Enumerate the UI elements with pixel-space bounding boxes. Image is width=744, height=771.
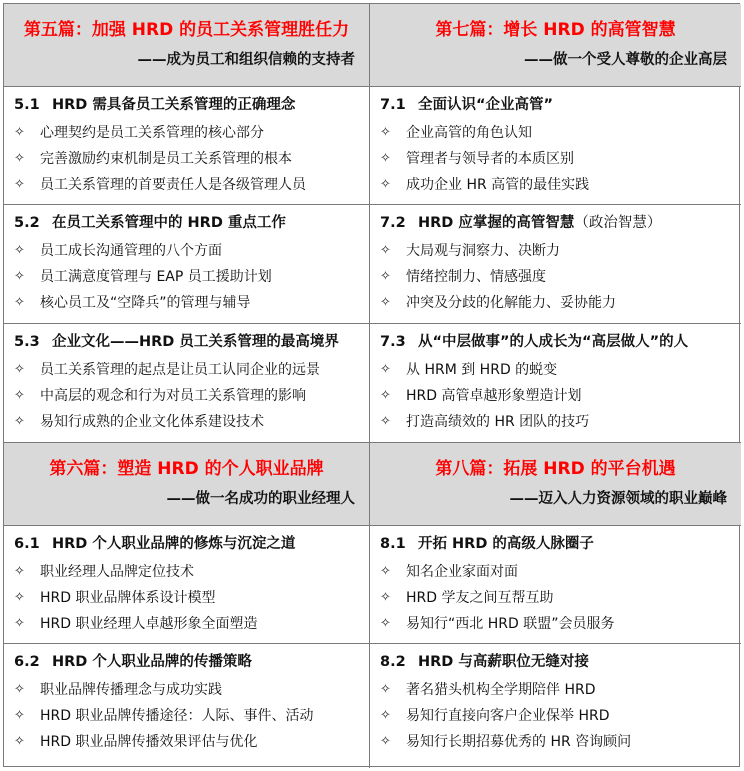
- section-7-2: [370, 205, 741, 324]
- section-heading: HRD 个人职业品牌的修炼与沉淀之道: [52, 536, 296, 552]
- sparkle-bullet-icon: ✧: [380, 243, 391, 258]
- part5-header: [4, 4, 370, 87]
- part6-title: 第六篇：塑造 HRD 的个人职业品牌: [49, 459, 324, 479]
- section-8-2: [370, 644, 741, 768]
- section-title: [380, 652, 735, 672]
- list-item: ✧ 知名企业家面对面: [380, 559, 735, 585]
- section-6-2: [4, 644, 370, 768]
- part8-header: [370, 443, 741, 526]
- list-item: ✧ 员工成长沟通管理的八个方面: [14, 238, 363, 264]
- sparkle-bullet-icon: ✧: [14, 269, 25, 284]
- list-item: ✧ HRD 高管卓越形象塑造计划: [380, 383, 735, 409]
- list-item: ✧ 完善激励约束机制是员工关系管理的根本: [14, 146, 363, 172]
- section-title: [380, 213, 735, 233]
- section-title: [380, 332, 735, 352]
- sparkle-bullet-icon: ✧: [14, 616, 25, 631]
- sparkle-bullet-icon: ✧: [380, 590, 391, 605]
- sparkle-bullet-icon: ✧: [380, 414, 391, 429]
- list-item: ✧ HRD 职业经理人卓越形象全面塑造: [14, 611, 363, 637]
- list-item: ✧ 情绪控制力、情感强度: [380, 264, 735, 290]
- section-heading: HRD 需具备员工关系管理的正确理念: [52, 97, 296, 113]
- sparkle-bullet-icon: ✧: [14, 125, 25, 140]
- part6-subtitle: ——做一名成功的职业经理人: [166, 491, 355, 507]
- section-heading: 从“中层做事”的人成长为“高层做人”的人: [418, 334, 689, 350]
- list-item: ✧ 职业品牌传播理念与成功实践: [14, 677, 363, 703]
- list-item: ✧ 职业经理人品牌定位技术: [14, 559, 363, 585]
- section-title: [14, 213, 363, 233]
- section-number: 6.2: [14, 654, 40, 670]
- section-heading: HRD 个人职业品牌的传播策略: [52, 654, 252, 670]
- part6-header: [4, 443, 370, 526]
- part7-subtitle: ——做一个受人尊敬的企业高层: [524, 52, 727, 68]
- section-heading: HRD 应掌握的高管智慧: [418, 215, 575, 231]
- section-title: [14, 652, 363, 672]
- section-heading: 在员工关系管理中的 HRD 重点工作: [52, 215, 286, 231]
- sparkle-bullet-icon: ✧: [14, 362, 25, 377]
- sparkle-bullet-icon: ✧: [380, 734, 391, 749]
- section-heading: 企业文化——HRD 员工关系管理的最高境界: [52, 334, 339, 350]
- part5-subtitle: ——成为员工和组织信赖的支持者: [137, 52, 355, 68]
- part7-header: [370, 4, 741, 87]
- sparkle-bullet-icon: ✧: [380, 295, 391, 310]
- section-number: 6.1: [14, 536, 40, 552]
- section-title: [380, 534, 735, 554]
- part7-title: 第七篇：增长 HRD 的高管智慧: [435, 20, 676, 40]
- section-number: 7.3: [380, 334, 406, 350]
- section-heading-suffix: （政治智慧）: [574, 215, 662, 231]
- sparkle-bullet-icon: ✧: [380, 125, 391, 140]
- section-number: 5.2: [14, 215, 40, 231]
- sparkle-bullet-icon: ✧: [14, 388, 25, 403]
- section-5-1: [4, 87, 370, 205]
- section-number: 5.1: [14, 97, 40, 113]
- list-item: ✧ 易知行“西北 HRD 联盟”会员服务: [380, 611, 735, 637]
- sparkle-bullet-icon: ✧: [14, 414, 25, 429]
- sparkle-bullet-icon: ✧: [14, 151, 25, 166]
- sparkle-bullet-icon: ✧: [380, 269, 391, 284]
- sparkle-bullet-icon: ✧: [14, 564, 25, 579]
- section-number: 8.1: [380, 536, 406, 552]
- section-number: 7.2: [380, 215, 406, 231]
- section-heading: HRD 与高薪职位无缝对接: [418, 654, 589, 670]
- sparkle-bullet-icon: ✧: [380, 564, 391, 579]
- section-8-1: [370, 526, 741, 644]
- course-outline-table: [3, 3, 740, 767]
- list-item: ✧ 大局观与洞察力、决断力: [380, 238, 735, 264]
- section-heading: 开拓 HRD 的高级人脉圈子: [418, 536, 594, 552]
- sparkle-bullet-icon: ✧: [380, 616, 391, 631]
- section-number: 7.1: [380, 97, 406, 113]
- section-title: [14, 95, 363, 115]
- list-item: ✧ 成功企业 HR 高管的最佳实践: [380, 172, 735, 198]
- sparkle-bullet-icon: ✧: [380, 362, 391, 377]
- sparkle-bullet-icon: ✧: [14, 177, 25, 192]
- sparkle-bullet-icon: ✧: [14, 295, 25, 310]
- list-item: ✧ 从 HRM 到 HRD 的蜕变: [380, 357, 735, 383]
- section-heading: 全面认识“企业高管”: [418, 97, 554, 113]
- list-item: ✧ 心理契约是员工关系管理的核心部分: [14, 120, 363, 146]
- list-item: ✧ HRD 职业品牌传播效果评估与优化: [14, 729, 363, 755]
- list-item: ✧ 核心员工及“空降兵”的管理与辅导: [14, 290, 363, 316]
- list-item: ✧ 易知行长期招募优秀的 HR 咨询顾问: [380, 729, 735, 755]
- list-item: ✧ 企业高管的角色认知: [380, 120, 735, 146]
- sparkle-bullet-icon: ✧: [380, 151, 391, 166]
- list-item: ✧ 打造高绩效的 HR 团队的技巧: [380, 409, 735, 435]
- list-item: ✧ 员工关系管理的起点是让员工认同企业的远景: [14, 357, 363, 383]
- part8-title: 第八篇：拓展 HRD 的平台机遇: [435, 459, 676, 479]
- list-item: ✧ 冲突及分歧的化解能力、妥协能力: [380, 290, 735, 316]
- list-item: ✧ 著名猎头机构全学期陪伴 HRD: [380, 677, 735, 703]
- sparkle-bullet-icon: ✧: [380, 388, 391, 403]
- list-item: ✧ 易知行直接向客户企业保举 HRD: [380, 703, 735, 729]
- section-7-1: [370, 87, 741, 205]
- sparkle-bullet-icon: ✧: [14, 734, 25, 749]
- list-item: ✧ HRD 职业品牌体系设计模型: [14, 585, 363, 611]
- sparkle-bullet-icon: ✧: [14, 708, 25, 723]
- part8-subtitle: ——迈入人力资源领域的职业巅峰: [509, 491, 727, 507]
- list-item: ✧ HRD 学友之间互帮互助: [380, 585, 735, 611]
- list-item: ✧ 中高层的观念和行为对员工关系管理的影响: [14, 383, 363, 409]
- section-6-1: [4, 526, 370, 644]
- sparkle-bullet-icon: ✧: [380, 177, 391, 192]
- section-title: [14, 534, 363, 554]
- list-item: ✧ 管理者与领导者的本质区别: [380, 146, 735, 172]
- sparkle-bullet-icon: ✧: [14, 590, 25, 605]
- section-5-2: [4, 205, 370, 324]
- list-item: ✧ 易知行成熟的企业文化体系建设技术: [14, 409, 363, 435]
- sparkle-bullet-icon: ✧: [380, 682, 391, 697]
- sparkle-bullet-icon: ✧: [380, 708, 391, 723]
- section-number: 5.3: [14, 334, 40, 350]
- list-item: ✧ HRD 职业品牌传播途径：人际、事件、活动: [14, 703, 363, 729]
- sparkle-bullet-icon: ✧: [14, 243, 25, 258]
- section-number: 8.2: [380, 654, 406, 670]
- list-item: ✧ 员工关系管理的首要责任人是各级管理人员: [14, 172, 363, 198]
- section-7-3: [370, 324, 741, 443]
- sparkle-bullet-icon: ✧: [14, 682, 25, 697]
- part5-title: 第五篇：加强 HRD 的员工关系管理胜任力: [23, 20, 350, 40]
- section-title: [14, 332, 363, 352]
- list-item: ✧ 员工满意度管理与 EAP 员工援助计划: [14, 264, 363, 290]
- section-5-3: [4, 324, 370, 443]
- section-title: [380, 95, 735, 115]
